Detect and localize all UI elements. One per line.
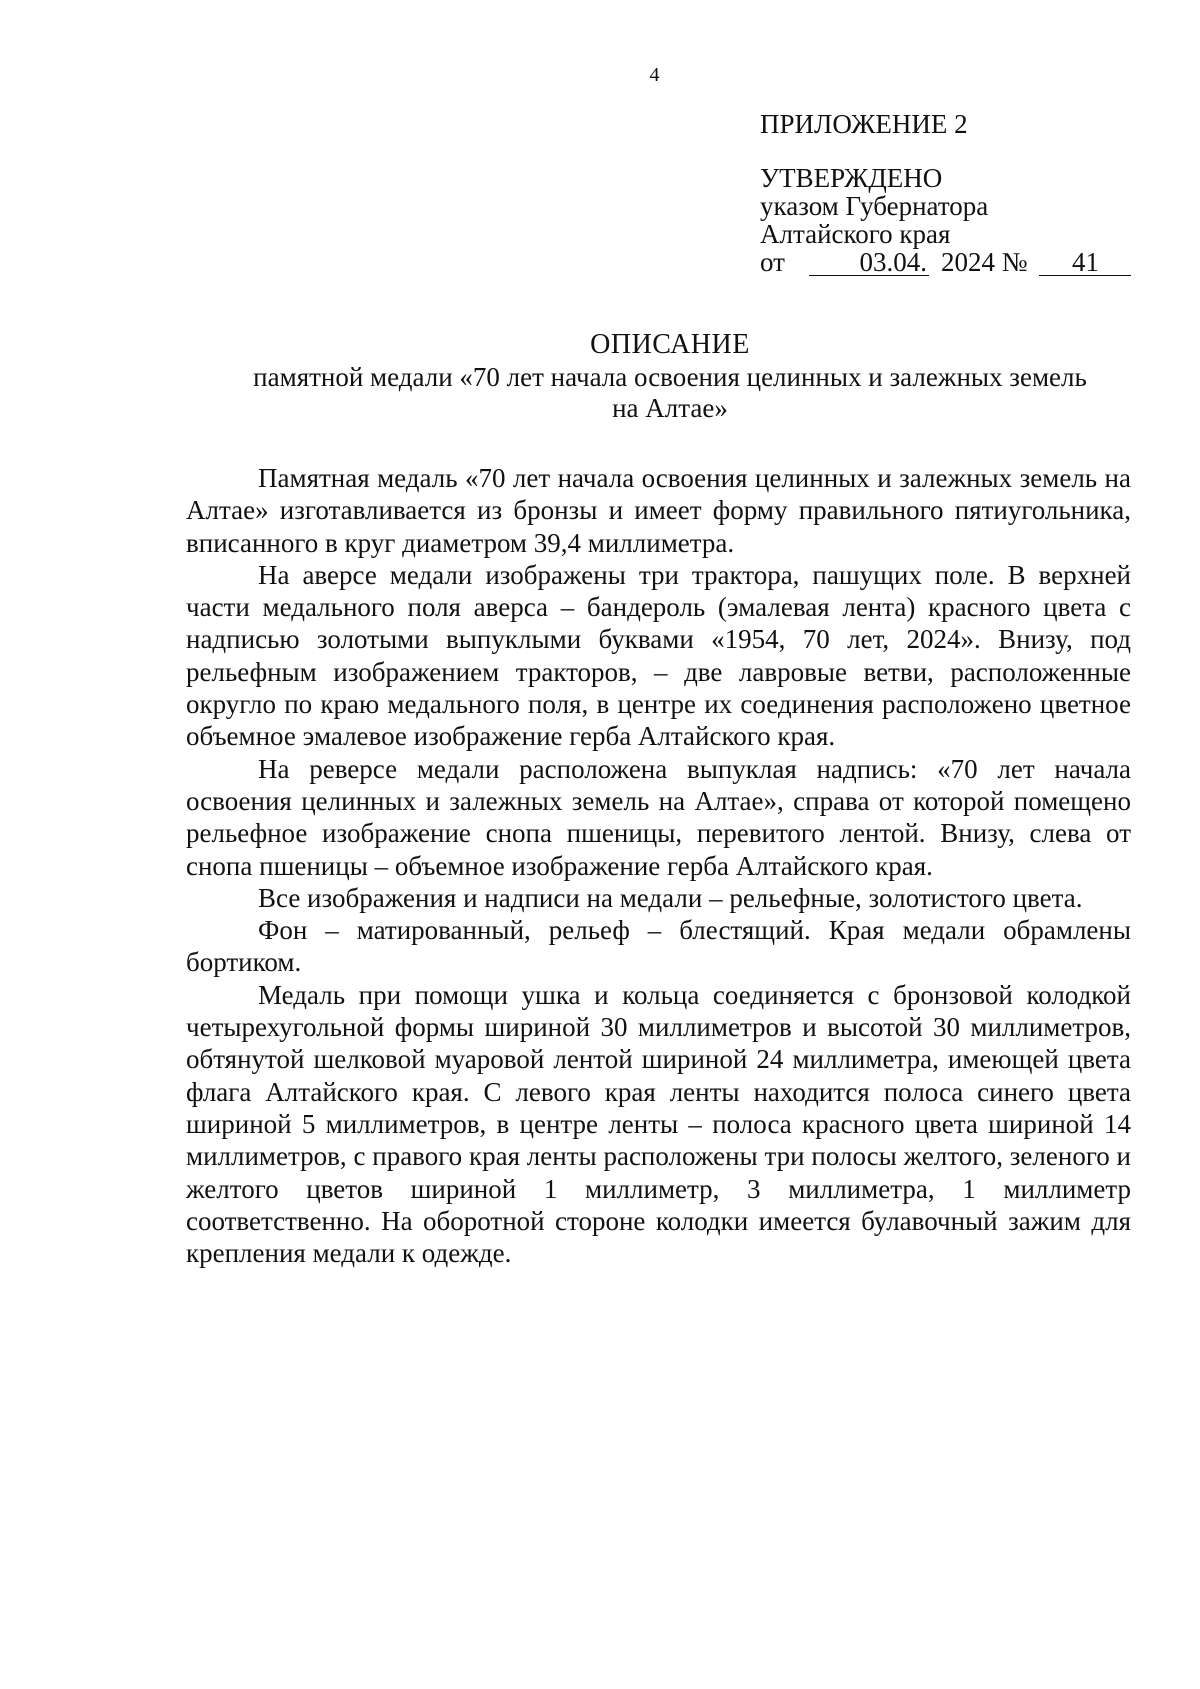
paragraph: На реверсе медали расположена выпуклая надпись: «70 лет начала освоения целинных и залежных земель на Алтае», справа от которой помещено рельефное изображение снопа пшеницы, перевитого лентой. Внизу, слева от снопа пшеницы – объемное изображение герба Алтайского края. bbox=[186, 753, 1131, 881]
approved-label: УТВЕРЖДЕНО bbox=[760, 163, 943, 193]
decree-number: 41 bbox=[1039, 249, 1131, 276]
approved-by-line-1: указом Губернатора bbox=[760, 191, 989, 221]
approved-by-line-2: Алтайского края bbox=[760, 219, 951, 249]
document-subtitle: памятной медали «70 лет начала освоения целинных и залежных земель на Алтае» bbox=[253, 362, 1087, 423]
decree-date-line bbox=[760, 248, 1131, 276]
paragraph: Медаль при помощи ушка и кольца соединяется с бронзовой колодкой четырехугольной формы шириной 30 миллиметров и высотой 30 миллиметров, обтянутой шелковой муаровой лентой шириной 24 миллиметра, имеющей цвета флага Алтайского края. С левого края ленты находится полоса синего цвета шириной 5 миллиметров, в центре ленты – полоса красного цвета шириной 14 миллиметров, с правого края ленты расположены три полосы желтого, зеленого и желтого цветов шириной 1 миллиметр, 3 миллиметра, 1 миллиметр соответственно. На оборотной стороне колодки имеется булавочный зажим для крепления медали к одежде. bbox=[186, 979, 1131, 1269]
decree-date: 03.04. bbox=[809, 249, 929, 276]
from-label: от bbox=[760, 247, 785, 277]
approval-block bbox=[760, 104, 1131, 276]
document-title: ОПИСАНИЕ bbox=[590, 329, 750, 360]
paragraph: На аверсе медали изображены три трактора, пашущих поле. В верхней части медального поля аверса – бандероль (эмалевая лента) красного цвета с надписью золотыми выпуклыми буквами «1954, 70 лет, 2024». Внизу, под рельефным изображением тракторов, – две лавровые ветви, расположенные округло по краю медального поля, в центре их соединения расположено цветное объемное эмалевое изображение герба Алтайского края. bbox=[186, 559, 1131, 752]
paragraph: Фон – матированный, рельеф – блестящий. Края медали обрамлены бортиком. bbox=[186, 915, 1131, 978]
document-body bbox=[186, 462, 1131, 1269]
document-heading bbox=[200, 328, 1140, 424]
decree-year: 2024 № bbox=[940, 247, 1028, 277]
paragraph: Все изображения и надписи на медали – рельефные, золотистого цвета. bbox=[258, 882, 1083, 913]
appendix-title: ПРИЛОЖЕНИЕ 2 bbox=[760, 109, 968, 139]
page-number: 4 bbox=[649, 64, 660, 86]
paragraph: Памятная медаль «70 лет начала освоения целинных и залежных земель на Алтае» изготавливается из бронзы и имеет форму правильного пятиугольника, вписанного в круг диаметром 39,4 миллиметра. bbox=[186, 463, 1131, 558]
